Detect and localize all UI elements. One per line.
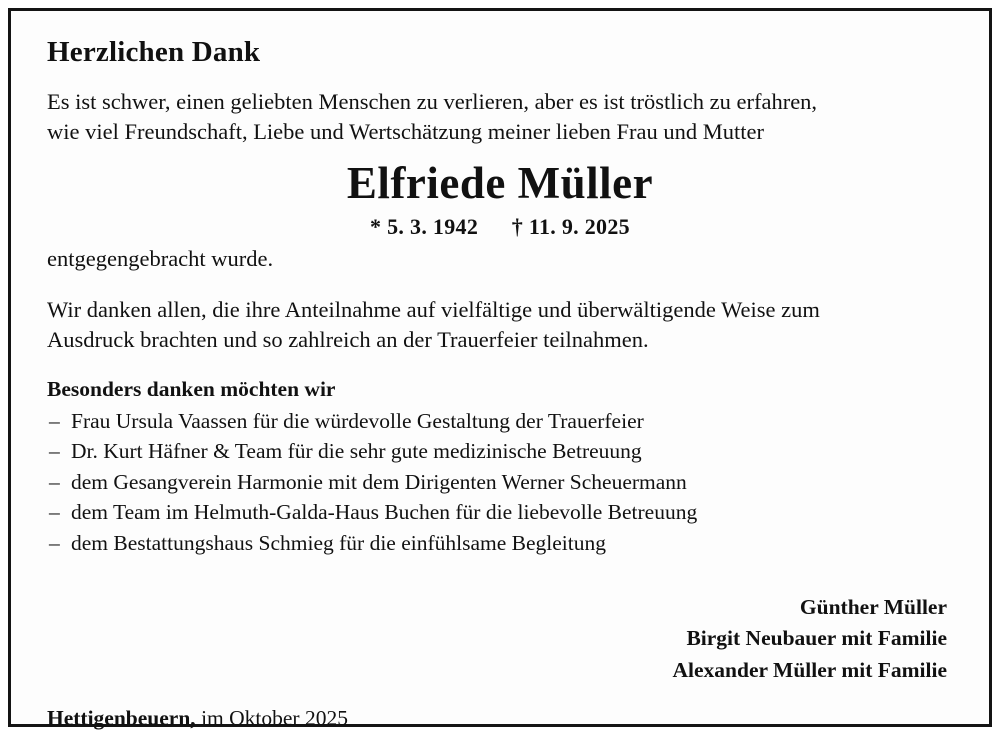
list-item-label: dem Team im Helmuth-Galda-Haus Buchen für die liebevolle Betreuung <box>71 500 698 525</box>
special-thanks-title: Besonders danken möchten wir <box>47 376 336 401</box>
list-item-label: Dr. Kurt Häfner & Team für die sehr gute medizinische Betreuung <box>71 439 642 464</box>
deceased-name: Elfriede Müller <box>346 158 654 209</box>
deceased-name-block <box>47 160 953 239</box>
signature-block <box>47 592 953 686</box>
footer-date: im Oktober 2025 <box>195 705 348 730</box>
list-item <box>47 467 953 498</box>
footer-place: Hettigenbeuern, <box>47 705 196 730</box>
birth-date: * 5. 3. 1942 <box>370 213 479 239</box>
list-item <box>47 497 953 528</box>
intro-continuation: entgegengebracht wurde. <box>47 245 274 271</box>
dash-marker: – <box>49 500 60 525</box>
thanks-paragraph <box>47 295 953 355</box>
special-thanks-list <box>47 406 953 559</box>
dash-marker: – <box>49 439 60 464</box>
intro-line-2: wie viel Freundschaft, Liebe und Wertschätzung meiner lieben Frau und Mutter <box>47 118 764 144</box>
list-item-label: Frau Ursula Vaassen für die würdevolle Gestaltung der Trauerfeier <box>71 408 644 433</box>
signature-line: Alexander Müller mit Familie <box>672 657 947 682</box>
death-date: † 11. 9. 2025 <box>511 213 630 239</box>
intro-line-1: Es ist schwer, einen geliebten Menschen zu verlieren, aber es ist tröstlich zu erfahren, <box>47 88 818 114</box>
thanks-line-1: Wir danken allen, die ihre Anteilnahme auf vielfältige und überwältigende Weise zum <box>47 296 820 322</box>
signature-line: Birgit Neubauer mit Familie <box>686 626 947 651</box>
signature-line: Günther Müller <box>799 595 947 620</box>
footer-line <box>47 706 953 731</box>
list-item <box>47 528 953 559</box>
list-item <box>47 406 953 437</box>
dash-marker: – <box>49 530 60 555</box>
notice-headline: Herzlichen Dank <box>47 36 261 68</box>
list-item-label: dem Gesangverein Harmonie mit dem Dirigenten Werner Scheuermann <box>71 469 687 494</box>
life-dates <box>47 214 953 240</box>
dash-marker: – <box>49 408 60 433</box>
intro-paragraph <box>47 87 953 146</box>
obituary-thank-you-notice <box>8 8 992 730</box>
list-item <box>47 436 953 467</box>
thanks-line-2: Ausdruck brachten und so zahlreich an der Trauerfeier teilnahmen. <box>47 326 649 352</box>
dash-marker: – <box>49 469 60 494</box>
list-item-label: dem Bestattungshaus Schmieg für die einfühlsame Begleitung <box>71 530 607 555</box>
